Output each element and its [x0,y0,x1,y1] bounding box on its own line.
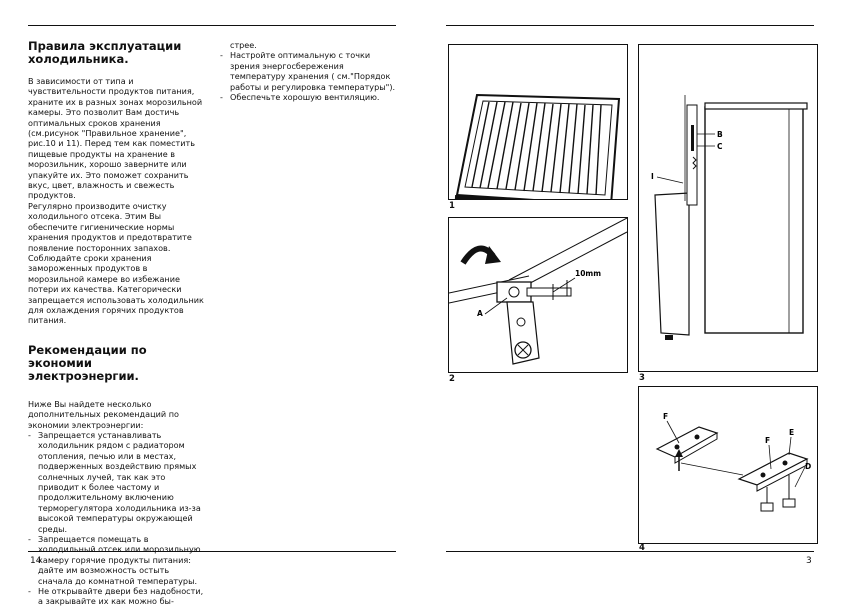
left-page-number: 14 [30,556,42,566]
figure-2-hinge-illustration [449,218,627,372]
figure-4-f1-label: F [663,412,669,421]
energy-recommendation-list [28,430,206,607]
figure-2-part-a-label: A [477,309,483,318]
paragraph-storage-zones: В зависимости от типа и чувствительности продуктов питания, храните их в разных зонах морозильной камеры. Это позволит Вам достичь оптимальных сроков хранения (см.рисунок "Правильное хранение", рис.10 и 11). Перед тем как поместить пищевые продукты на хранение в морозильник, хорошо заверните или упакуйте их. Это поможет сохранить вкус, цвет, влажность и свежесть продуктов. [28,76,203,201]
figure-3-frame [638,44,818,372]
figure-3-i-label: I [651,172,654,181]
paragraph-cleaning: Регулярно производите очистку холодильного отсека. Этим Вы обеспечите гигиенические нормы хранения продуктов и предотвратите появление посторонних запахов. [28,200,192,253]
paragraph-storage-terms: Соблюдайте сроки хранения замороженных продуктов в морозильной камере во избежание потери их качества. Категорически запрещается использовать холодильник для охлаждения горячих продуктов питания. [28,252,204,326]
figure-2-number: 2 [449,374,455,384]
figure-4-frame [638,386,818,544]
figure-1-frame [448,44,628,200]
figure-1-grille-illustration [449,45,627,199]
figure-3-c-label: C [717,142,723,151]
paragraph-energy-intro: Ниже Вы найдете несколько дополнительных рекомендаций по экономии электроэнергии: [28,398,179,430]
list-item: - Запрещается помещать в холодильный отсек или морозильную камеру горячие продукты питания: дайте им возможность остыть сначала до комнатной температуры. [28,534,206,586]
section-title-energy: Рекомендации по экономии электроэнергии. [28,342,147,383]
figure-3-b-label: B [717,130,723,139]
list-item: - Запрещается устанавливать холодильник рядом с радиатором отопления, печью или в местах, подверженных воздействию прямых солнечных лучей, так как это приводит к более частому и продолжительному включению терморегулятора холодильника из-за высокой температуры окружающей среды. [28,430,206,534]
figure-4-number: 4 [639,543,645,553]
section-title-operation: Правила эксплуатации холодильника. [28,39,182,66]
left-top-rule [28,25,396,26]
figure-4-e-label: E [789,428,795,437]
figure-1-number: 1 [449,201,455,211]
figure-4-hinge-plates-illustration [639,387,817,543]
figure-4-d-label: D [805,462,812,471]
list-item: - Не открывайте двери без надобности, а закрывайте их как можно бы- [28,586,206,607]
figure-2-dimension-label: 10mm [575,269,602,278]
figure-3-appliance-illustration [639,45,817,371]
left-column-1 [28,40,206,607]
left-column-2 [220,40,396,102]
list-item: - Настройте оптимальную с точки зрения энергосбережения температуру хранения ( см."Порядок работы и регулировка температуры"). [220,50,396,92]
energy-recommendation-list-continued [220,50,396,102]
right-top-rule [446,25,814,26]
figure-4-f2-label: F [765,436,771,445]
paragraph-continuation: стрее. [230,40,257,50]
list-item: - Обеспечьте хорошую вентиляцию. [220,92,396,102]
right-bottom-rule [446,551,814,552]
figure-3-number: 3 [639,373,645,383]
figure-2-frame [448,217,628,373]
right-page-number: 3 [806,556,812,566]
